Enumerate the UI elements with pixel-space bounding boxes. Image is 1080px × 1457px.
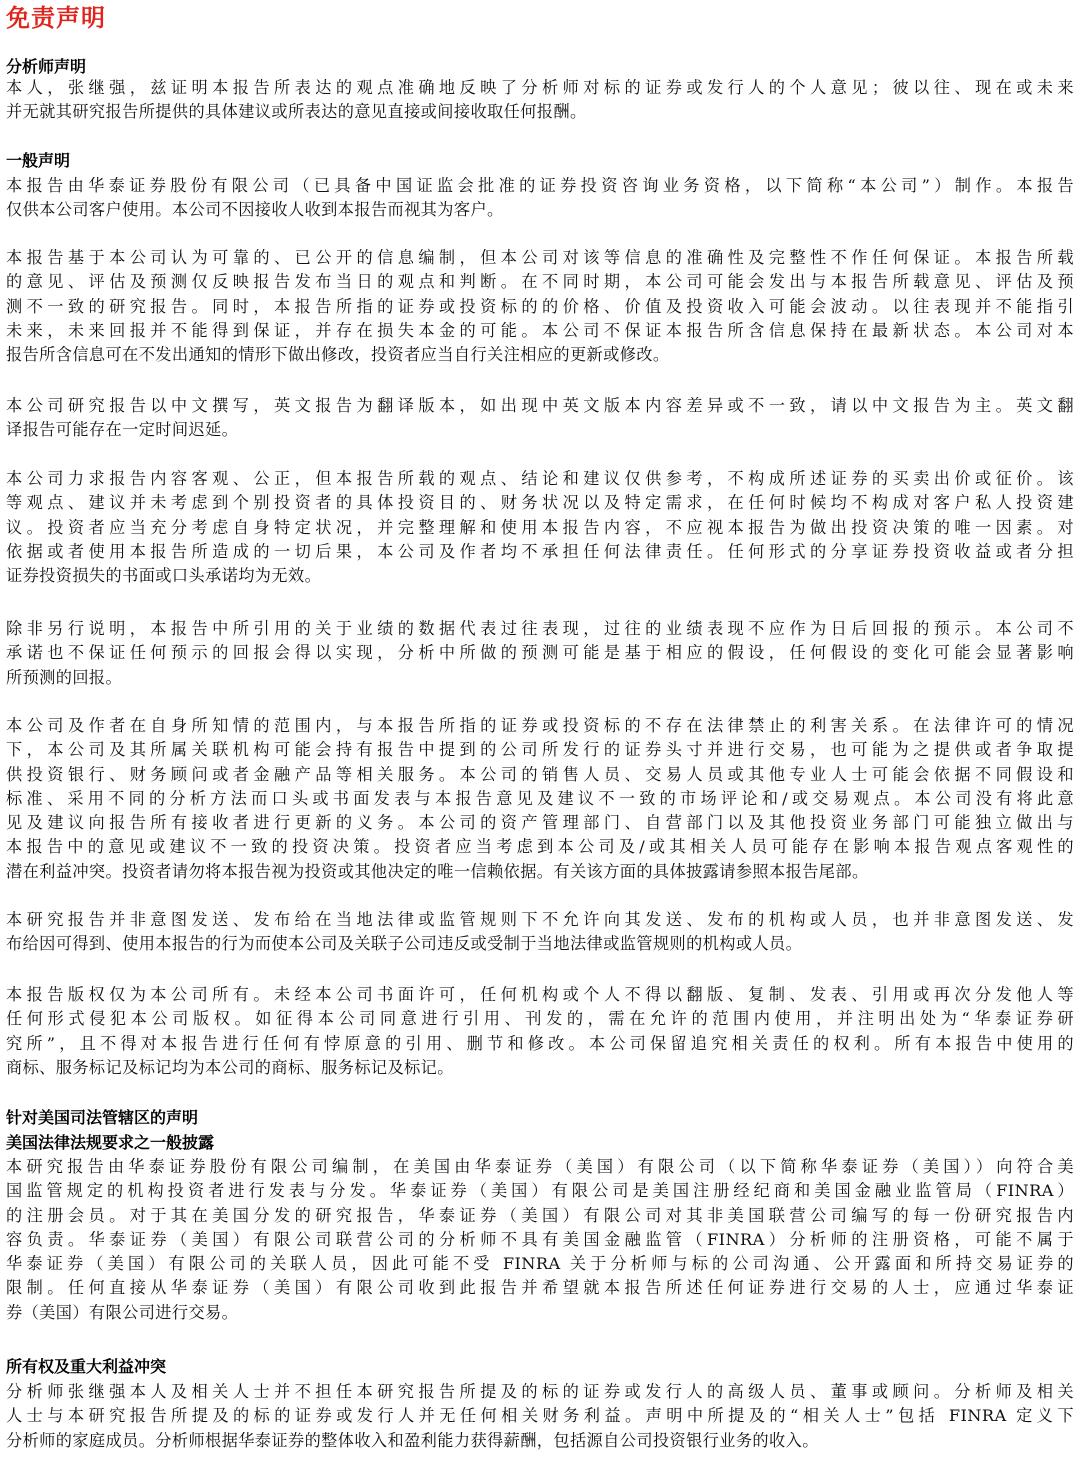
text-line: 测不一致的研究报告。同时，本报告所指的证券或投资标的的价格、价值及投资收入可能会波动。以往表现并不能指引 (6, 296, 1074, 316)
text-line: 依据或者使用本报告所造成的一切后果，本公司及作者均不承担任何法律责任。任何形式的分享证券投资收益或者分担 (6, 541, 1074, 561)
text-line: 商标、服务标记及标记均为本公司的商标、服务标记及标记。 (6, 1057, 454, 1077)
subsection-heading-us-general-disclosure: 美国法律法规要求之一般披露 (6, 1133, 215, 1152)
paragraph (6, 467, 1074, 588)
paragraph (6, 617, 1074, 690)
section-heading-ownership-conflicts: 所有权及重大利益冲突 (6, 1357, 167, 1376)
text-line: 本公司及作者在自身所知情的范围内，与本报告所指的证券或投资标的不存在法律禁止的利害关系。在法律许可的情况 (6, 716, 1074, 735)
text-line: 本人，张继强，兹证明本报告所表达的观点准确地反映了分析师对标的证券或发行人的个人意见；彼以往、现在或未来 (6, 78, 1074, 97)
text-line: 本公司研究报告以中文撰写，英文报告为翻译版本，如出现中英文版本内容差异或不一致，请以中文报告为主。英文翻 (6, 396, 1074, 415)
text-line: 国监管规定的机构投资者进行发表与分发。华泰证券（美国）有限公司是美国注册经纪商和美国金融业监管局（FINRA） (6, 1181, 1074, 1201)
text-line: 容负责。华泰证券（美国）有限公司联营公司的分析师不具有美国金融监管（FINRA）分析师的注册资格，可能不属于 (6, 1229, 1074, 1249)
text-line: 下，本公司及其所属关联机构可能会持有报告中提到的公司所发行的证券头寸并进行交易，也可能为之提供或者争取提 (6, 740, 1074, 760)
text-line: 本公司力求报告内容客观、公正，但本报告所载的观点、结论和建议仅供参考，不构成所述证券的买卖出价或征价。该 (6, 469, 1074, 488)
paragraph (6, 983, 1074, 1080)
text-line: 承诺也不保证任何预示的回报会得以实现，分析中所做的预测可能是基于相应的假设，任何假设的变化可能会显著影响 (6, 643, 1074, 663)
text-line: 本报告基于本公司认为可靠的、已公开的信息编制，但本公司对该等信息的准确性及完整性不作任何保证。本报告所载 (6, 248, 1074, 267)
text-line: 人士与本研究报告所提及的标的证券或发行人并无任何相关财务利益。声明中所提及的“相关人士”包括 FINRA 定义下 (6, 1406, 1074, 1426)
text-line: 见及建议向报告所有接收者进行更新的义务。本公司的资产管理部门、自营部门以及其他投资业务部门可能独立做出与 (6, 813, 1074, 833)
text-line: 布给因可得到、使用本报告的行为而使本公司及关联子公司违反或受制于当地法律或监管规则的机构或人员。 (6, 934, 803, 954)
text-line: 潜在利益冲突。投资者请勿将本报告视为投资或其他决定的唯一信赖依据。有关该方面的具体披露请参照本报告尾部。 (6, 861, 869, 881)
paragraph (6, 394, 1074, 443)
text-line: 分析师的家庭成员。分析师根据华泰证券的整体收入和盈利能力获得薪酬，包括源自公司投资银行业务的收入。 (6, 1430, 819, 1450)
section-heading-analyst-statement: 分析师声明 (6, 57, 87, 76)
text-line: 译报告可能存在一定时间迟延。 (6, 420, 239, 440)
text-line: 并无就其研究报告所提供的具体建议或所表达的意见直接或间接收取任何报酬。 (6, 102, 587, 122)
paragraph (6, 174, 1074, 223)
text-line: 等观点、建议并未考虑到个别投资者的具体投资目的、财务状况以及特定需求，在任何时候均不构成对客户私人投资建 (6, 493, 1074, 513)
text-line: 究所”，且不得对本报告进行任何有悖原意的引用、删节和修改。本公司保留追究相关责任的权利。所有本报告中使用的 (6, 1033, 1074, 1053)
text-line: 限制。任何直接从华泰证券（美国）有限公司收到此报告并希望就本报告所述任何证券进行交易的人士，应通过华泰证 (6, 1278, 1074, 1298)
text-line: 标准、采用不同的分析方法而口头或书面发表与本报告意见及建议不一致的市场评论和/或交易观点。本公司没有将此意 (6, 788, 1074, 808)
page-title: 免责声明 (6, 3, 106, 32)
paragraph (6, 1155, 1074, 1325)
section-heading-general-statement: 一般声明 (6, 151, 71, 170)
text-line: 本研究报告由华泰证券股份有限公司编制，在美国由华泰证券（美国）有限公司（以下简称华泰证券（美国））向符合美 (6, 1157, 1074, 1176)
text-line: 的注册会员。对于其在美国分发的研究报告，华泰证券（美国）有限公司对其非美国联营公司编写的每一份研究报告内 (6, 1205, 1074, 1225)
text-line: 券（美国）有限公司进行交易。 (6, 1302, 239, 1322)
paragraph (6, 714, 1074, 884)
text-line: 供投资银行、财务顾问或者金融产品等相关服务。本公司的销售人员、交易人员或其他专业人士可能会依据不同假设和 (6, 764, 1074, 784)
text-line: 华泰证券（美国）有限公司的关联人员，因此可能不受 FINRA 关于分析师与标的公司沟通、公开露面和所持交易证券的 (6, 1254, 1074, 1274)
paragraph (6, 1380, 1074, 1453)
text-line: 仅供本公司客户使用。本公司不因接收人收到本报告而视其为客户。 (6, 200, 504, 220)
text-line: 本报告版权仅为本公司所有。未经本公司书面许可，任何机构或个人不得以翻版、复制、发表、引用或再次分发他人等 (6, 985, 1074, 1004)
text-line: 议。投资者应当充分考虑自身特定状况，并完整理解和使用本报告内容，不应视本报告为做出投资决策的唯一因素。对 (6, 517, 1074, 537)
text-line: 未来，未来回报并不能得到保证，并存在损失本金的可能。本公司不保证本报告所含信息保持在最新状态。本公司对本 (6, 320, 1074, 340)
text-line: 本报告中的意见或建议不一致的投资决策。投资者应当考虑到本公司及/或其相关人员可能存在影响本报告观点客观性的 (6, 837, 1074, 857)
text-line: 本研究报告并非意图发送、发布给在当地法律或监管规则下不允许向其发送、发布的机构或人员，也并非意图发送、发 (6, 910, 1074, 929)
text-line: 证券投资损失的书面或口头承诺均为无效。 (6, 566, 322, 586)
text-line: 的意见、评估及预测仅反映报告发布当日的观点和判断。在不同时期，本公司可能会发出与本报告所载意见、评估及预 (6, 272, 1074, 292)
text-line: 任何形式侵犯本公司版权。如征得本公司同意进行引用、刊发的，需在允许的范围内使用，并注明出处为“华泰证券研 (6, 1009, 1074, 1029)
paragraph (6, 76, 1074, 125)
text-line: 分析师张继强本人及相关人士并不担任本研究报告所提及的标的证券或发行人的高级人员、董事或顾问。分析师及相关 (6, 1382, 1074, 1401)
paragraph (6, 246, 1074, 367)
text-line: 报告所含信息可在不发出通知的情形下做出修改，投资者应当自行关注相应的更新或修改。 (6, 345, 670, 365)
text-line: 本报告由华泰证券股份有限公司（已具备中国证监会批准的证券投资咨询业务资格，以下简称“本公司”）制作。本报告 (6, 176, 1074, 195)
text-line: 所预测的回报。 (6, 667, 123, 687)
section-heading-us-jurisdiction: 针对美国司法管辖区的声明 (6, 1108, 199, 1127)
text-line: 除非另行说明，本报告中所引用的关于业绩的数据代表过往表现，过往的业绩表现不应作为日后回报的预示。本公司不 (6, 619, 1074, 638)
paragraph (6, 908, 1074, 957)
